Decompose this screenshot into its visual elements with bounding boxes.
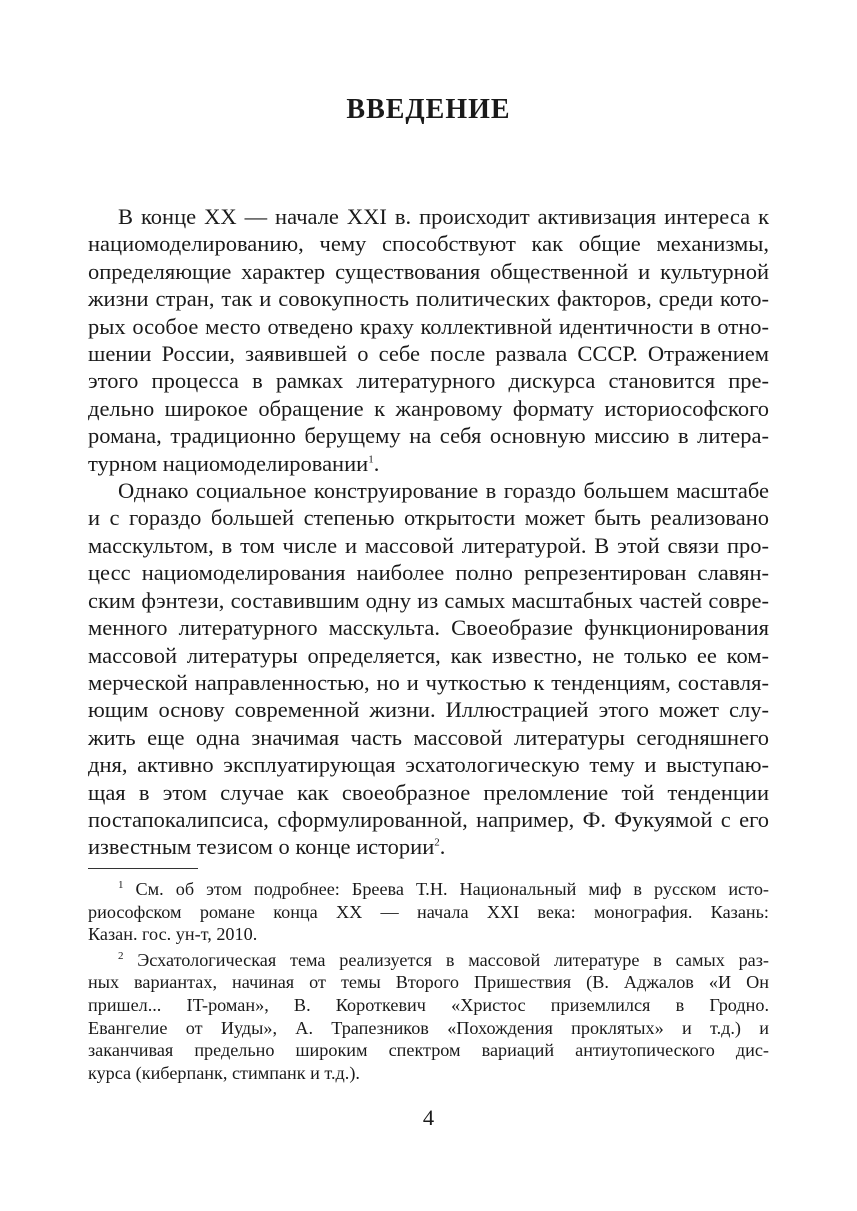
footnote-ref-2: 2 [434, 836, 440, 849]
text-line: дня, активно эксплуатирующая эсхатологическую тему и выступаю- [88, 752, 769, 778]
footnote-marker: 1 [118, 878, 124, 891]
text-line: щая в этом случае как своеобразное преломление той тенденции [88, 779, 769, 805]
footnote-line: пришел... IT-роман», В. Короткевич «Христос приземлился в Гродно. [88, 994, 769, 1015]
text-line: масскультом, в том числе и массовой литературой. В этой связи про- [88, 532, 769, 558]
footnote-2 [88, 949, 769, 1085]
page-number: 4 [422, 1105, 435, 1130]
footnote-separator [88, 868, 198, 869]
text-line: определяющие характер существования общественной и культурной [88, 258, 769, 284]
text-line: жизни стран, так и совокупность политических факторов, среди кото- [88, 286, 769, 312]
text-line: этого процесса в рамках литературного дискурса становится пре- [88, 368, 769, 394]
footnote-line: Евангелие от Иуды», А. Трапезников «Похождения проклятых» и т.д.) и [88, 1017, 769, 1038]
text-line [88, 450, 769, 477]
sentence-end: . [439, 834, 446, 860]
text-line: романа, традиционно берущему на себя основную миссию в литера- [88, 423, 769, 449]
text-line: мерческой направленностью, но и чуткостью к тенденциям, составля- [88, 669, 769, 695]
text-line: рых особое место отведено краху коллективной идентичности в отно- [88, 313, 769, 339]
footnote-1 [88, 878, 769, 946]
footnote-line: ных вариантах, начиная от темы Второго Пришествия (В. Аджалов «И Он [88, 972, 769, 993]
footnote-line: курса (киберпанк, стимпанк и т.д.). [88, 1062, 360, 1083]
text-line: В конце XX — начале XXI в. происходит активизация интереса к [118, 204, 769, 229]
main-text [88, 203, 769, 861]
footnote-ref-1: 1 [368, 453, 374, 466]
text-line: менного литературного масскульта. Своеобразие функционирования [88, 615, 769, 641]
text-line: шении России, заявившей о себе после развала СССР. Отражением [88, 341, 769, 367]
paragraph-1 [88, 203, 769, 477]
paragraph-2 [88, 477, 769, 861]
text-line: ским фэнтези, составившим одну из самых масштабных частей совре- [88, 587, 769, 613]
footnote-text: См. об этом подробнее: Бреева Т.Н. Национальный миф в русском исто- [123, 879, 769, 899]
text-line-content: турном нациомоделировании [88, 450, 369, 476]
sentence-end: . [373, 450, 380, 476]
text-line: нациомоделированию, чему способствуют как общие механизмы, [88, 231, 769, 257]
text-line [88, 833, 769, 860]
footnote-line: заканчивая предельно широким спектром вариаций антиутопического дис- [88, 1040, 769, 1061]
footnote-line [88, 878, 769, 901]
footnotes [88, 878, 769, 1084]
text-line: и с гораздо большей степенью открытости может быть реализовано [88, 505, 769, 531]
footnote-text: Эсхатологическая тема реализуется в массовой литературе в самых раз- [123, 949, 769, 970]
footnote-marker: 2 [118, 949, 124, 962]
page-title: ВВЕДЕНИЕ [346, 94, 511, 125]
text-line: массовой литературы определяется, как известно, не только ее ком- [88, 642, 769, 668]
text-line: ющим основу современной жизни. Иллюстрацией этого может слу- [88, 697, 769, 723]
text-line: Однако социальное конструирование в гораздо большем масштабе [118, 478, 769, 504]
text-line: постапокалипсиса, сформулированной, например, Ф. Фукуямой с его [88, 806, 769, 832]
text-line: жить еще одна значимая часть массовой литературы сегодняшнего [88, 724, 769, 750]
footnote-line: риософском романе конца XX — начала XXI века: монография. Казань: [88, 901, 769, 922]
text-line: цесс нациомоделирования наиболее полно репрезентирован славян- [88, 560, 769, 586]
footnote-line [88, 949, 769, 972]
text-line: дельно широкое обращение к жанровому формату историософского [88, 395, 769, 421]
footnote-line: Казан. гос. ун-т, 2010. [88, 924, 258, 945]
text-line-content: известным тезисом о конце истории [88, 834, 435, 860]
